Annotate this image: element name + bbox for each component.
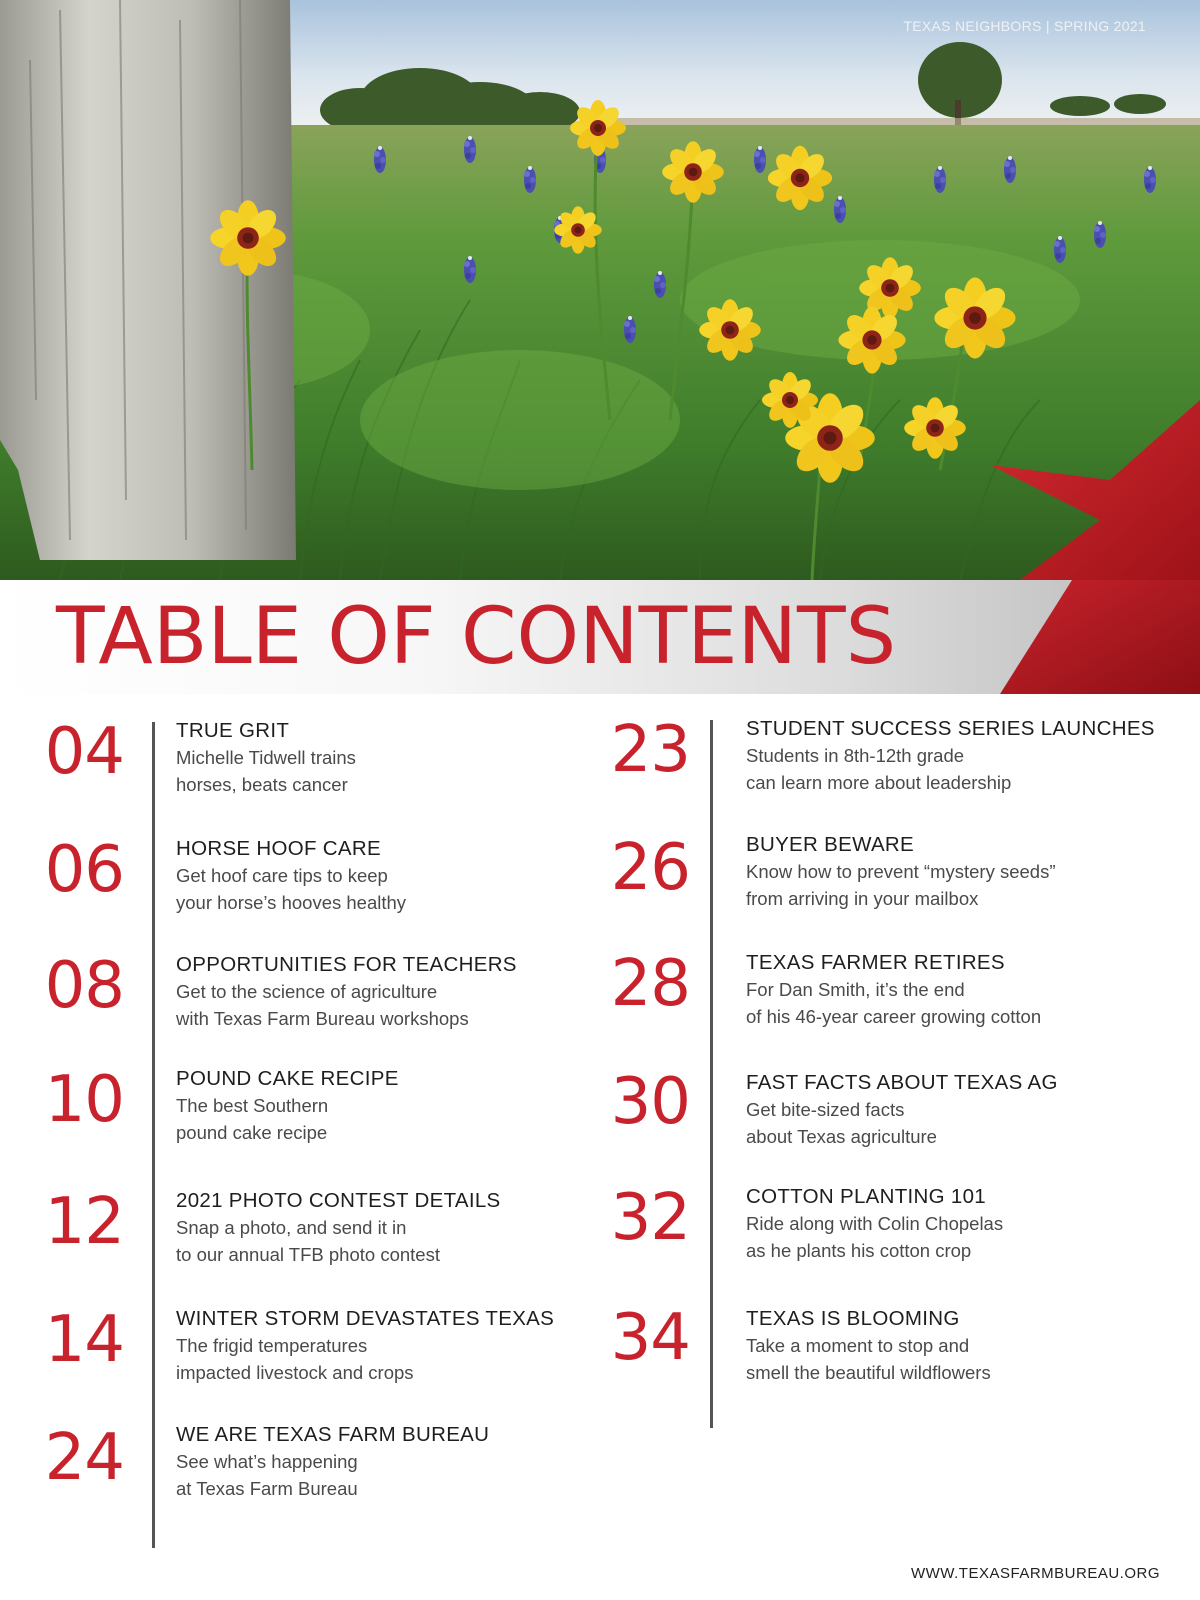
entry-title: HORSE HOOF CARE <box>176 837 381 860</box>
entry-desc-line-2: can learn more about leadership <box>746 772 1012 793</box>
entry-desc-line-1: Students in 8th-12th grade <box>746 745 965 766</box>
entry-desc-line-2: at Texas Farm Bureau <box>176 1478 358 1499</box>
entry-desc-line-2: as he plants his cotton crop <box>746 1240 972 1261</box>
entry-desc-line-2: with Texas Farm Bureau workshops <box>176 1008 469 1029</box>
entry-desc-line-2: smell the beautiful wildflowers <box>746 1362 991 1383</box>
entry-desc-line-2: to our annual TFB photo contest <box>176 1244 440 1265</box>
entry-desc-line-1: The best Southern <box>176 1095 329 1116</box>
entry-title: FAST FACTS ABOUT TEXAS AG <box>746 1071 1058 1094</box>
entry-desc-line-2: your horse’s hooves healthy <box>176 892 407 913</box>
title-band <box>0 580 1200 694</box>
page-number: 34 <box>610 1301 690 1375</box>
entry-title: TEXAS IS BLOOMING <box>746 1307 960 1330</box>
hero-photo <box>0 0 1200 580</box>
page-number: 32 <box>610 1181 690 1255</box>
entry-title: TRUE GRIT <box>176 719 290 742</box>
entry-title: WE ARE TEXAS FARM BUREAU <box>176 1423 490 1446</box>
entry-desc-line-1: Get to the science of agriculture <box>176 981 438 1002</box>
entry-desc-line-1: Take a moment to stop and <box>746 1335 970 1356</box>
issue-line: TEXAS NEIGHBORS | SPRING 2021 <box>903 18 1146 34</box>
page-number: 10 <box>44 1063 124 1137</box>
entry-title: WINTER STORM DEVASTATES TEXAS <box>176 1307 555 1330</box>
entry-desc-line-2: of his 46-year career growing cotton <box>746 1006 1042 1027</box>
page-number: 23 <box>610 713 690 787</box>
entry-desc-line-1: Snap a photo, and send it in <box>176 1217 407 1238</box>
entry-desc-line-1: Ride along with Colin Chopelas <box>746 1213 1004 1234</box>
entry-desc-line-1: See what’s happening <box>176 1451 358 1472</box>
entry-desc-line-1: Michelle Tidwell trains <box>176 747 356 768</box>
entry-desc-line-1: Get hoof care tips to keep <box>176 865 388 886</box>
entry-desc-line-1: For Dan Smith, it’s the end <box>746 979 965 1000</box>
entry-title: STUDENT SUCCESS SERIES LAUNCHES <box>746 717 1155 740</box>
entry-desc-line-2: about Texas agriculture <box>746 1126 937 1147</box>
entry-title: BUYER BEWARE <box>746 833 915 856</box>
entry-title: OPPORTUNITIES FOR TEACHERS <box>176 953 517 976</box>
entry-title: POUND CAKE RECIPE <box>176 1067 399 1090</box>
entry-desc-line-1: Get bite-sized facts <box>746 1099 905 1120</box>
page-number: 30 <box>610 1065 690 1139</box>
right-column-rule <box>710 720 713 1428</box>
page-number: 28 <box>610 947 690 1021</box>
entry-desc-line-1: The frigid temperatures <box>176 1335 368 1356</box>
page-number: 26 <box>610 831 690 905</box>
left-column-rule <box>152 722 155 1548</box>
page-number: 04 <box>44 715 124 789</box>
page-title: TABLE OF CONTENTS <box>56 592 897 682</box>
page-number: 14 <box>44 1303 124 1377</box>
entry-title: COTTON PLANTING 101 <box>746 1185 986 1208</box>
website-url[interactable]: WWW.TEXASFARMBUREAU.ORG <box>910 1565 1160 1582</box>
entry-desc-line-2: from arriving in your mailbox <box>746 888 979 909</box>
entry-desc-line-1: Know how to prevent “mystery seeds” <box>746 861 1056 882</box>
entry-desc-line-2: horses, beats cancer <box>176 774 348 795</box>
entry-desc-line-2: pound cake recipe <box>176 1122 328 1143</box>
page-number: 12 <box>44 1185 124 1259</box>
page-number: 06 <box>44 833 124 907</box>
page-number: 08 <box>44 949 124 1023</box>
entry-title: 2021 PHOTO CONTEST DETAILS <box>176 1189 501 1212</box>
entry-desc-line-2: impacted livestock and crops <box>176 1362 414 1383</box>
page-number: 24 <box>44 1421 124 1495</box>
entry-title: TEXAS FARMER RETIRES <box>746 951 1005 974</box>
